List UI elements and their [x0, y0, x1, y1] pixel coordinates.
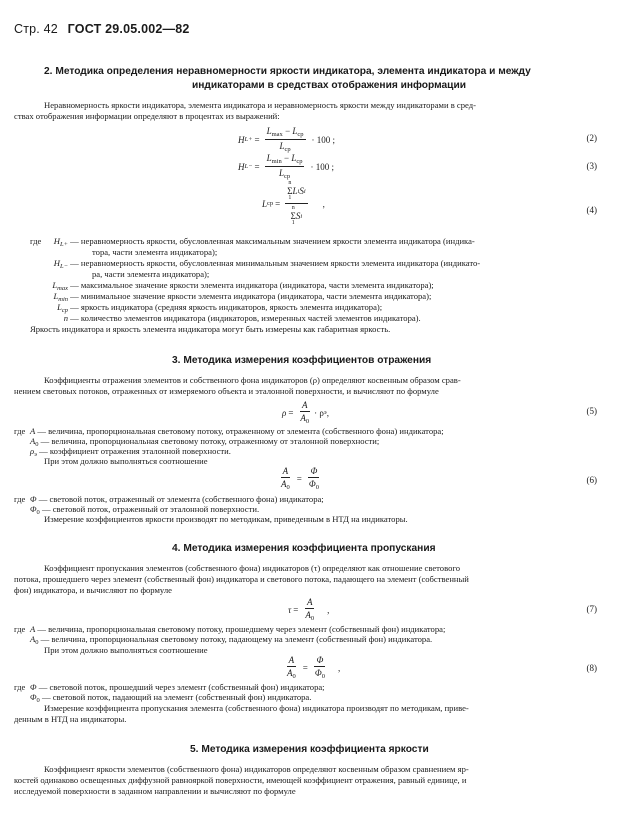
equation-3: H L− = $\frac{L_{min} - L_{ср}}{L_{ср}}$ · 100 ;	[238, 153, 334, 180]
def-row: n — количество элементов индикатора (индикаторов, измеренных частей элементов индикатора).	[63, 313, 421, 323]
section-2-intro-line1: Неравномерность яркости индикатора, элемента индикатора и неравномерность яркости между индикаторами в сред-	[44, 100, 476, 110]
section-4-closing-line2: денным в НТД на индикаторы.	[14, 714, 127, 724]
section-4-intro-line3: фон) индикатора, и вычисляют по формуле	[14, 585, 172, 595]
equation-7-number: (7)	[586, 604, 597, 614]
section-2-title-line1: 2. Методика определения неравномерности яркости индикатора, элемента индикатора и между	[44, 66, 531, 77]
where-label: где	[30, 236, 42, 246]
def-row: $A_0$ — величина, пропорциональная световому потоку, отраженному от эталонной поверхности;	[30, 436, 380, 448]
def-row: $A_0$ — величина, пропорциональная световому потоку, падающему на элемент (собственный фон) индикатора.	[30, 634, 433, 646]
def-row-cont: ра, части элемента индикатора);	[92, 269, 210, 279]
def-row: $\Phi_0$ — световой поток, отраженный от эталонной поверхности.	[30, 504, 260, 516]
condition-text: При этом должно выполняться соотношение	[44, 645, 208, 655]
equation-7: τ = $\frac{A}{A_0}$ ,	[288, 597, 330, 622]
equation-5-fraction: $\frac{A}{A_0}$	[300, 400, 310, 425]
equation-3-fraction: $\frac{L_{min} - L_{ср}}{L_{ср}}$	[266, 153, 303, 180]
section-2-title-line2: индикаторами в средствах отображения информации	[192, 80, 466, 91]
section-5-intro-line2: костей одинаково освещенных диффузной равнояркой поверхности, имеющей коэффициент отражения, равный единице, и	[14, 775, 467, 785]
equation-5-number: (5)	[586, 406, 597, 416]
def-row: $\rho_э$ — коэффициент отражения эталонной поверхности.	[30, 446, 231, 458]
page-header	[14, 22, 190, 36]
section-3-title: 3. Методика измерения коэффициентов отражения	[172, 355, 432, 366]
equation-8: $\frac{A}{A_0}$ = $\frac{\Phi}{\Phi_0}$ ,	[287, 655, 341, 680]
equation-4: L ср = n Σ 1 L i S i n Σ 1 S i ,	[262, 180, 325, 226]
condition-text: При этом должно выполняться соотношение	[44, 456, 208, 466]
def-row: где A — величина, пропорциональная световому потоку, прошедшему через элемент (собственный фон) индикатора;	[14, 624, 446, 634]
equation-6: $\frac{A}{A_0}$ = $\frac{\Phi}{\Phi_0}$	[281, 466, 319, 491]
section-4-intro-line1: Коэффициент пропускания элементов (собственного фона) индикаторов (τ) определяют как отношение светового	[44, 563, 461, 573]
equation-2-fraction: $\frac{L_{max} - L_{ср}}{L_{ср}}$	[266, 126, 304, 153]
section-2-intro-line2: ствах отображения информации определяют в процентах из выражений:	[14, 111, 280, 121]
def-row: где Φ — световой поток, отраженный от элемента (собственного фона) индикатора;	[14, 494, 324, 504]
def-row: $L_{min}$ — минимальное значение яркости элемента индикатора (индикатора, части элемента индикатора);	[53, 291, 432, 303]
equation-4-number: (4)	[586, 205, 597, 215]
section-4-intro-line2: потока, прошедшего через элемент (собственный фон) индикатора и светового потока, падающего на элемент (собственный	[14, 574, 469, 584]
def-row: $H_{L+}$ — неравномерность яркости, обусловленная максимальным значением яркости элемента индикатора (индика-	[53, 236, 475, 248]
standard-code: ГОСТ 29.05.002—82	[67, 22, 190, 36]
def-row: $\Phi_0$ — световой поток, падающий на элемент (собственный фон) индикатора.	[30, 692, 312, 704]
equation-3-number: (3)	[586, 161, 597, 171]
equation-2-number: (2)	[586, 133, 597, 143]
def-row: $H_{L-}$ — неравномерность яркости, обусловленная минимальным значением яркости элемента индикатора (индикато-	[53, 258, 481, 270]
def-row: где Φ — световой поток, прошедший через элемент (собственный фон) индикатора;	[14, 682, 325, 692]
def-row: $L_{max}$ — максимальное значение яркости элемента индикатора (индикатора, части элемента индикатора);	[52, 280, 434, 292]
section-3-intro-line2: нением световых потоков, отраженных от измеряемого объекта и эталонной поверхности, и вычисляют по формуле	[14, 386, 439, 396]
equation-2: H L+ = $\frac{L_{max} - L_{ср}}{L_{ср}}$ · 100 ;	[238, 126, 336, 153]
equation-5: ρ = $\frac{A}{A_0}$ · ρ э ,	[282, 400, 329, 425]
def-row: где A — величина, пропорциональная световому потоку, отраженному от элемента (собственного фона) индикатора;	[14, 426, 444, 436]
def-row-cont: тора, части элемента индикатора);	[92, 247, 218, 257]
equation-6-number: (6)	[586, 475, 597, 485]
section-5-intro-line1: Коэффициент яркости элементов (собственного фона) индикаторов определяют косвенным образом сравнением яр-	[44, 764, 469, 774]
equation-4-fraction: n Σ 1 L i S i n Σ 1 S i	[287, 180, 306, 226]
section-4-title: 4. Методика измерения коэффициента пропускания	[172, 543, 436, 554]
equation-8-number: (8)	[586, 663, 597, 673]
section-3-closing: Измерение коэффициентов яркости производят по методикам, приведенным в НТД на индикаторы.	[44, 514, 408, 524]
page-number: Стр. 42	[14, 22, 58, 36]
section-4-closing-line1: Измерение коэффициента пропускания элемента (собственного фона) индикатора производят по методикам, приве-	[44, 703, 469, 713]
section-5-title: 5. Методика измерения коэффициента яркости	[190, 744, 429, 755]
section-2-closing: Яркость индикатора и яркость элемента индикатора могут быть измерены как габаритная яркость.	[30, 324, 391, 334]
section-5-intro-line3: исследуемой поверхности в заданном направлении и вычисляют по формуле	[14, 786, 296, 796]
def-row: $L_{ср}$ — яркость индикатора (средняя яркость индикаторов, яркость элемента индикатора);	[57, 302, 383, 314]
section-3-intro-line1: Коэффициенты отражения элементов и собственного фона индикаторов (ρ) определяют косвенным образом срав-	[44, 375, 461, 385]
